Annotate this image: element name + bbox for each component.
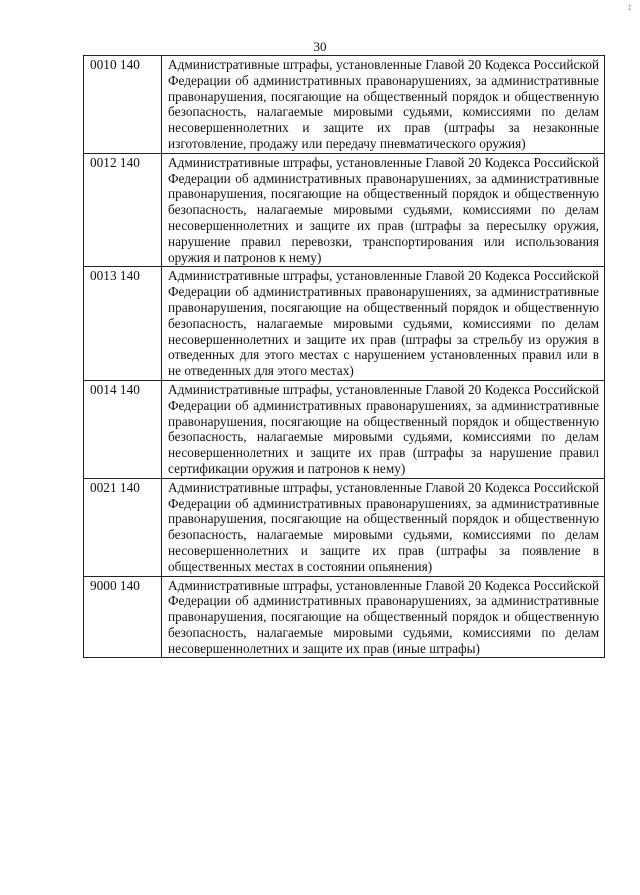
table-row	[84, 56, 605, 154]
table-row	[84, 267, 605, 381]
row-description: Административные штрафы, установленные Главой 20 Кодекса Российской Федерации об административных правонарушениях, за административные правонарушения, посягающие на общественный порядок и общественную безопасность, налагаемые мировыми судьями, комиссиями по делам несовершеннолетних и защите их прав (штрафы за стрельбу из оружия в отведенных для этого местах с нарушением установленных правил или в не отведенных для этого местах)	[162, 267, 605, 381]
row-code: 0010 140	[84, 56, 162, 154]
row-description: Административные штрафы, установленные Главой 20 Кодекса Российской Федерации об административных правонарушениях, за административные правонарушения, посягающие на общественный порядок и общественную безопасность, налагаемые мировыми судьями, комиссиями по делам несовершеннолетних и защите их прав (штрафы за незаконные изготовление, продажу или передачу пневматического оружия)	[162, 56, 605, 154]
row-description: Административные штрафы, установленные Главой 20 Кодекса Российской Федерации об административных правонарушениях, за административные правонарушения, посягающие на общественный порядок и общественную безопасность, налагаемые мировыми судьями, комиссиями по делам несовершеннолетних и защите их прав (иные штрафы)	[162, 576, 605, 658]
corner-mark: ‡	[627, 2, 632, 12]
row-description: Административные штрафы, установленные Главой 20 Кодекса Российской Федерации об административных правонарушениях, за административные правонарушения, посягающие на общественный порядок и общественную безопасность, налагаемые мировыми судьями, комиссиями по делам несовершеннолетних и защите их прав (штрафы за нарушение правил сертификации оружия и патронов к нему)	[162, 380, 605, 478]
row-code: 0021 140	[84, 478, 162, 576]
table-row	[84, 153, 605, 267]
table-row	[84, 380, 605, 478]
row-code: 0013 140	[84, 267, 162, 381]
row-code: 0014 140	[84, 380, 162, 478]
row-description: Административные штрафы, установленные Главой 20 Кодекса Российской Федерации об административных правонарушениях, за административные правонарушения, посягающие на общественный порядок и общественную безопасность, налагаемые мировыми судьями, комиссиями по делам несовершеннолетних и защите их прав (штрафы за пересылку оружия, нарушение правил перевозки, транспортирования или использования оружия и патронов к нему)	[162, 153, 605, 267]
document-table	[83, 55, 605, 658]
table-row	[84, 478, 605, 576]
table-row	[84, 576, 605, 658]
row-code: 9000 140	[84, 576, 162, 658]
page-number: 30	[313, 39, 327, 54]
row-code: 0012 140	[84, 153, 162, 267]
row-description: Административные штрафы, установленные Главой 20 Кодекса Российской Федерации об административных правонарушениях, за административные правонарушения, посягающие на общественный порядок и общественную безопасность, налагаемые мировыми судьями, комиссиями по делам несовершеннолетних и защите их прав (штрафы за появление в общественных местах в состоянии опьянения)	[162, 478, 605, 576]
